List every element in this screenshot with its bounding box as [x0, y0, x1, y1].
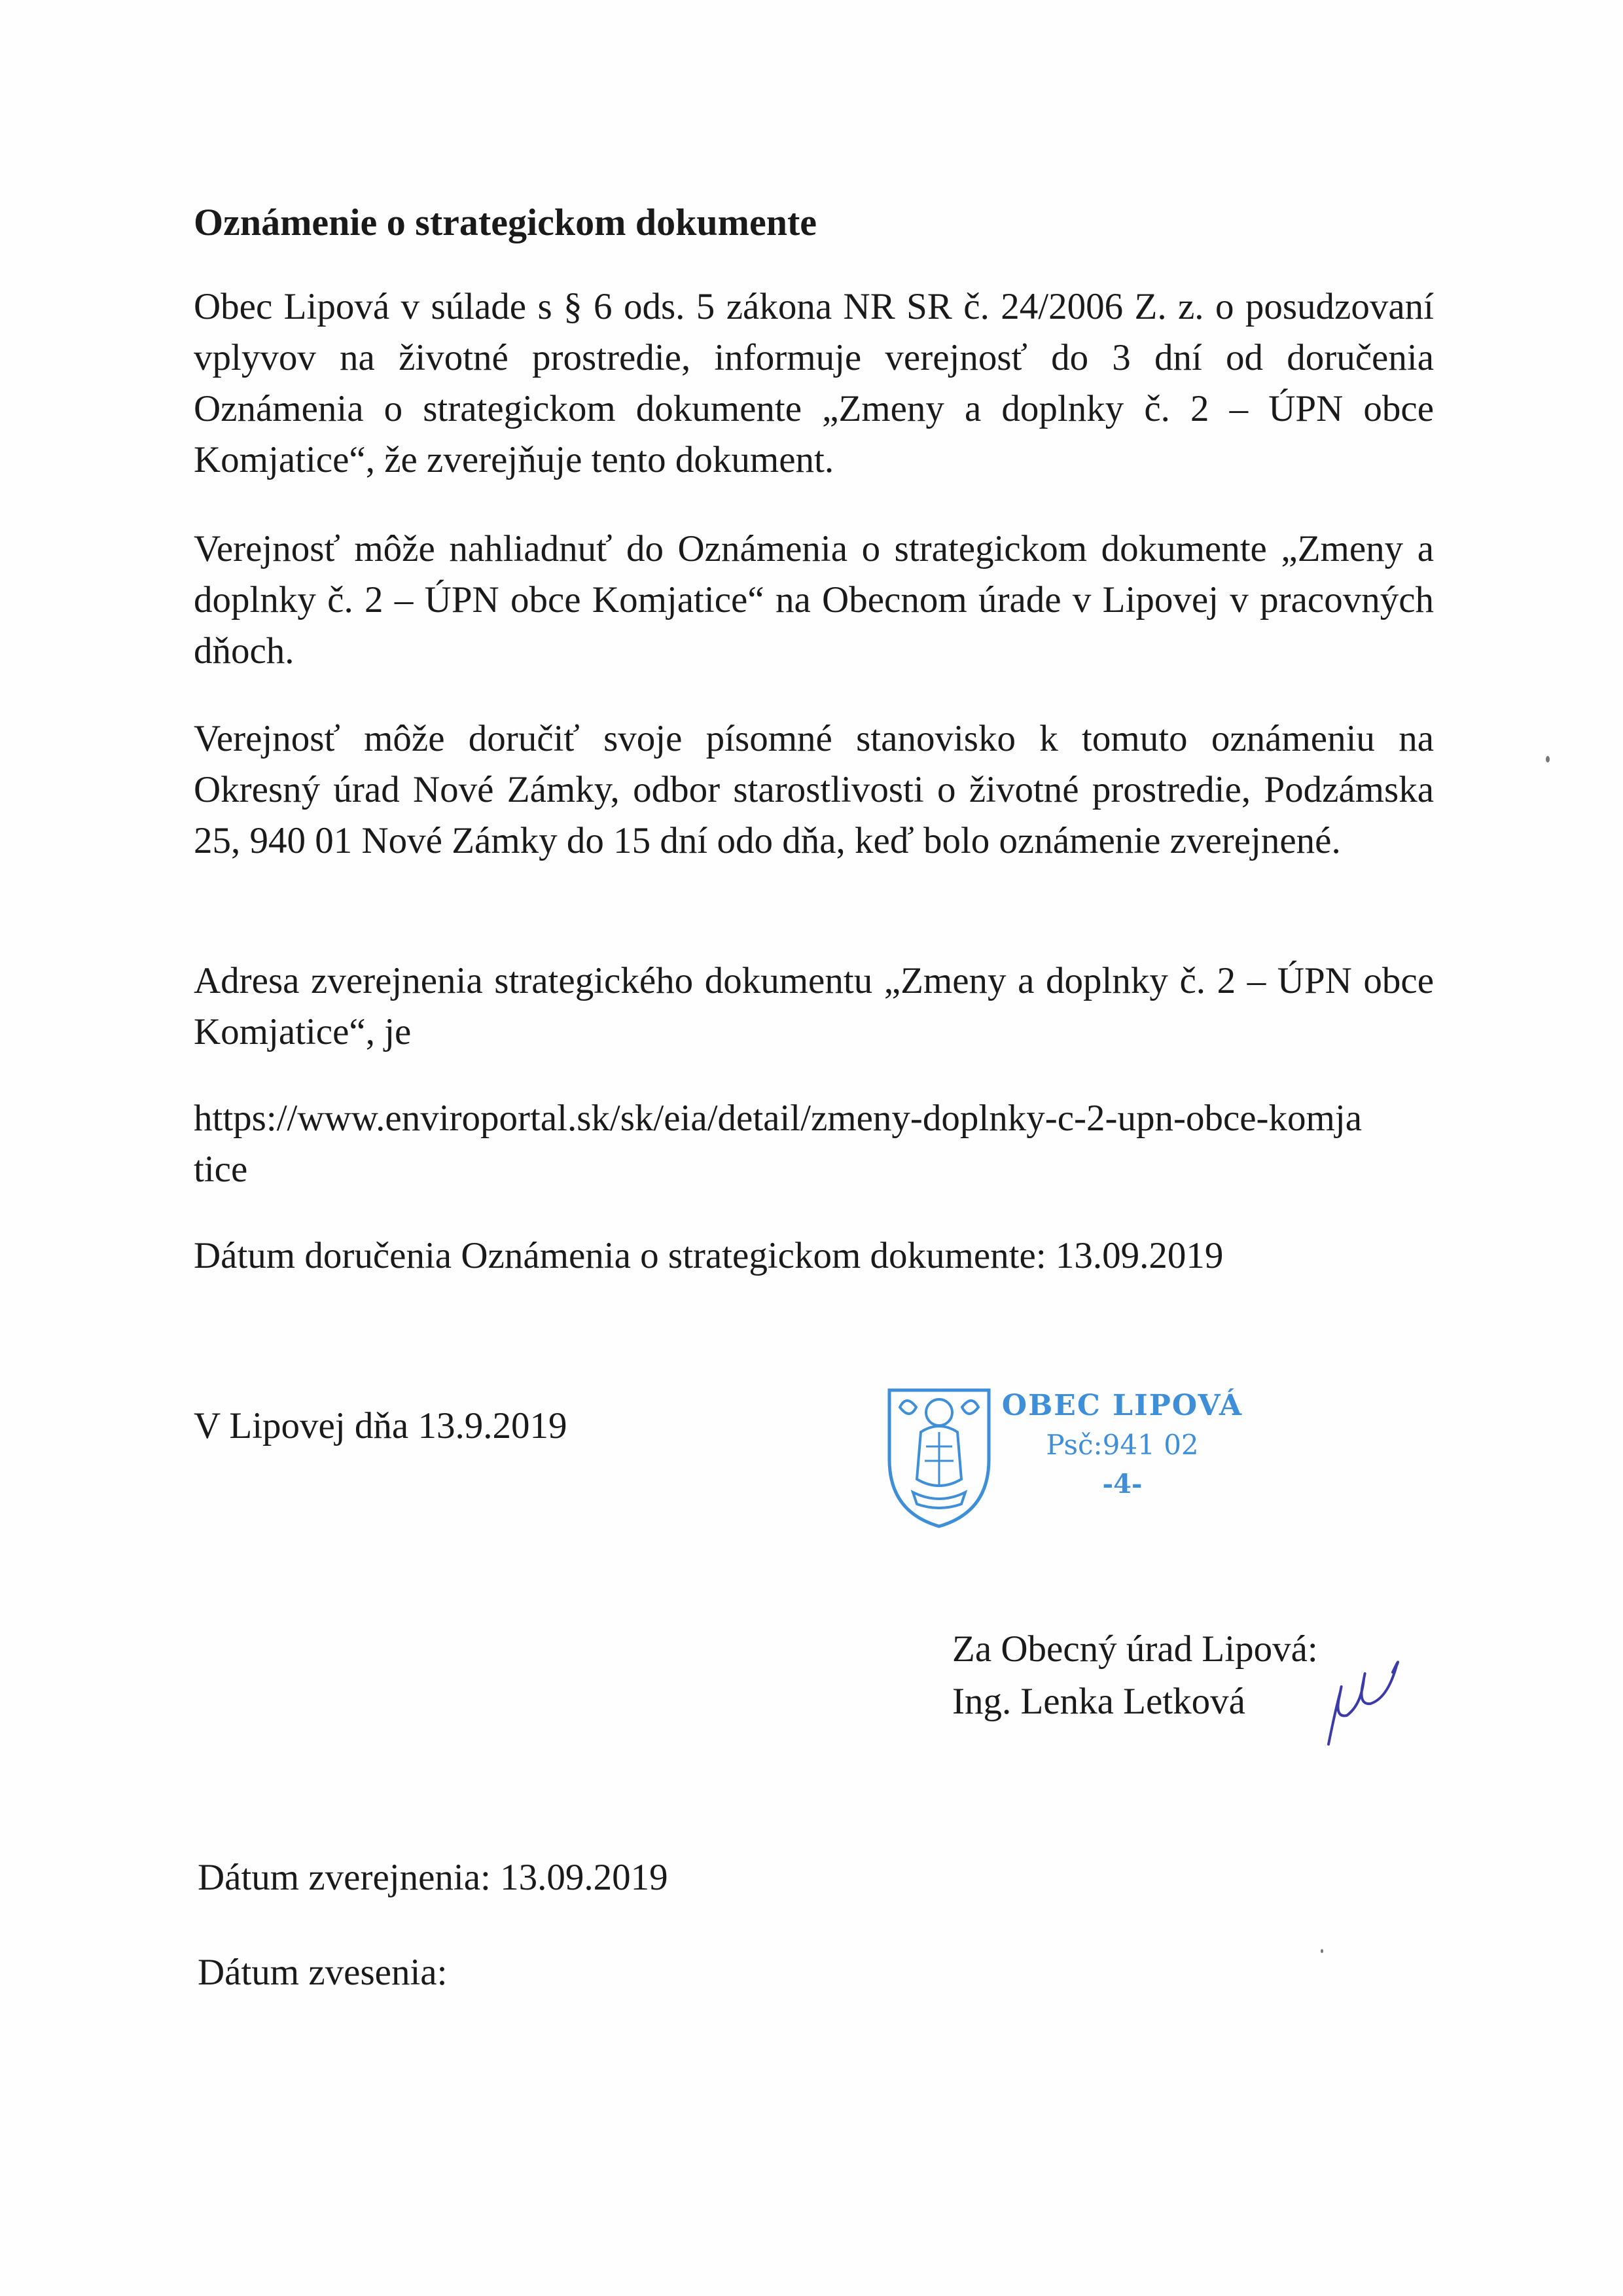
municipal-stamp	[880, 1381, 1247, 1532]
stamp-municipality: OBEC LIPOVÁ	[1001, 1389, 1243, 1422]
paragraph-inspection: Verejnosť môže nahliadnuť do Oznámenia o strategickom dokumente „Zmeny a doplnky č. 2 – ÚPN obce Komjatice“ na Obecnom úrade v Lipovej v pracovných dňoch.	[194, 528, 1434, 672]
removal-date: Dátum zvesenia:	[198, 1952, 448, 1993]
publication-date: Dátum zverejnenia: 13.09.2019	[198, 1857, 668, 1898]
stamp-text	[998, 1386, 1247, 1504]
document-url	[194, 1093, 1434, 1195]
scan-speck	[1546, 756, 1550, 762]
place-and-date: V Lipovej dňa 13.9.2019	[194, 1405, 567, 1446]
paragraph-announcement: Obec Lipová v súlade s § 6 ods. 5 zákona NR SR č. 24/2006 Z. z. o posudzovaní vplyvov na životné prostredie, informuje verejnosť do 3 dní od doručenia Oznámenia o strategickom dokumente „Zmeny a doplnky č. 2 – ÚPN obce Komjatice“, že zverejňuje tento dokument.	[194, 286, 1434, 480]
signature-block	[952, 1623, 1318, 1728]
scan-speck	[1321, 1949, 1323, 1953]
document-title: Oznámenie o strategickom dokumente	[194, 201, 817, 243]
url-text: https://www.enviroportal.sk/sk/eia/detail/zmeny-doplnky-c-2-upn-obce-komjatice	[194, 1098, 1363, 1190]
stamp-postal-code: Psč:941 02	[1046, 1429, 1199, 1461]
stamp-number: -4-	[1102, 1469, 1143, 1499]
paragraph-submission: Verejnosť môže doručiť svoje písomné stanovisko k tomuto oznámeniu na Okresný úrad Nové Zámky, odbor starostlivosti o životné prostredie, Podzámska 25, 940 01 Nové Zámky do 15 dní odo dňa, keď bolo oznámenie zverejnené.	[194, 718, 1434, 861]
coat-of-arms-icon	[880, 1381, 998, 1532]
signatory-name: Ing. Lenka Letková	[952, 1681, 1245, 1722]
paragraph-address-intro: Adresa zverejnenia strategického dokumentu „Zmeny a doplnky č. 2 – ÚPN obce Komjatice“, je	[194, 960, 1434, 1052]
delivery-date: Dátum doručenia Oznámenia o strategickom dokumente: 13.09.2019	[194, 1235, 1224, 1276]
signatory-office: Za Obecný úrad Lipová:	[952, 1628, 1318, 1670]
handwritten-signature-icon	[1315, 1653, 1407, 1751]
